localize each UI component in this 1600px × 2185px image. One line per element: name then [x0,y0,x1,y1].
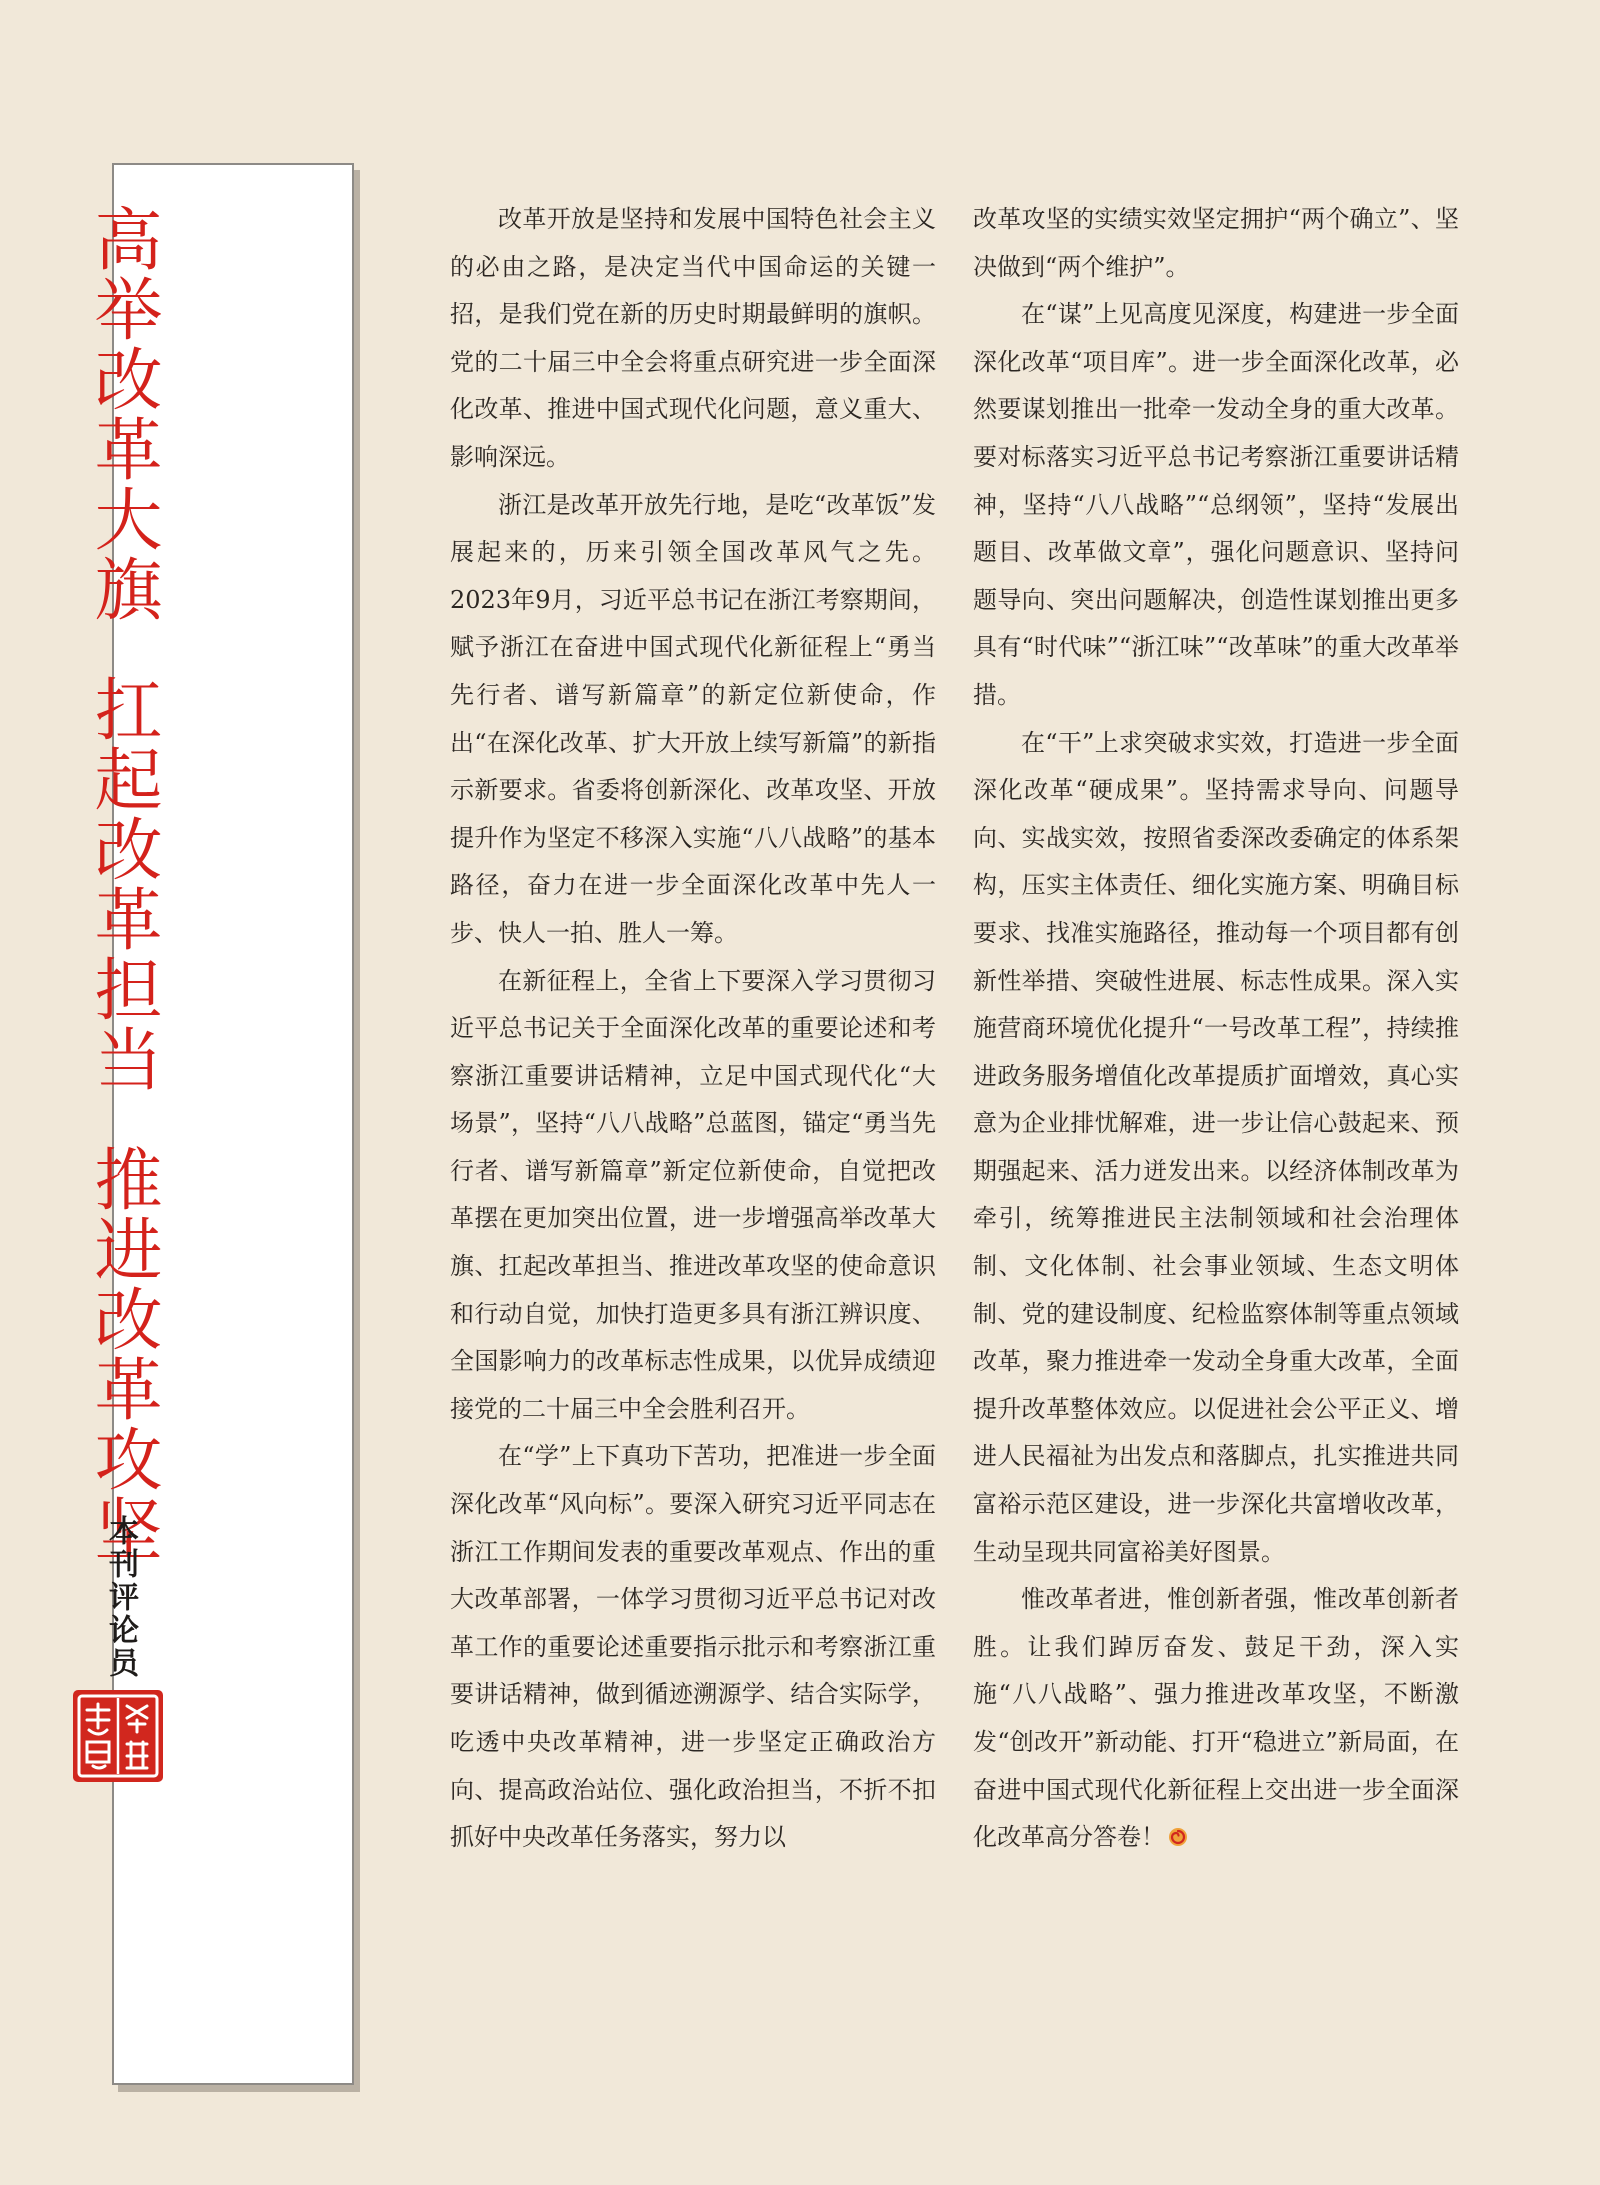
article-title [82,204,162,1614]
author-byline: 本刊评论员 [103,1515,138,1680]
paragraph: 改革开放是坚持和发展中国特色社会主义的必由之路，是决定当代中国命运的关键一招，是我们党在新的历史时期最鲜明的旗帜。党的二十届三中全会将重点研究进一步全面深化改革、推进中国式现代化问题，意义重大、影响深远。 [450,205,936,471]
swirl-end-icon [1168,1827,1188,1847]
final-paragraph-text: 惟改革者进，惟创新者强，惟改革创新者胜。让我们踔厉奋发、鼓足干劲，深入实施“八八战略”、强力推进改革攻坚，不断激发“创改开”新动能、打开“稳进立”新局面，在奋进中国式现代化新征程上交出进一步全面深化改革高分答卷！ [973,1585,1459,1852]
paragraph: 浙江是改革开放先行地，是吃“改革饭”发展起来的，历来引领全国改革风气之先。2023年9月，习近平总书记在浙江考察期间，赋予浙江在奋进中国式现代化新征程上“勇当先行者、谱写新篇章”的新定位新使命，作出“在深化改革、扩大开放上续写新篇”的新指示新要求。省委将创新深化、改革攻坚、开放提升作为坚定不移深入实施“八八战略”的基本路径，奋力在进一步全面深化改革中先人一步、快人一拍、胜人一筹。 [450,490,936,947]
title-line-3: 推进改革攻坚 [83,1144,162,1564]
title-line-2: 扛起改革担当 [83,674,162,1094]
paragraph: 在“学”上下真功下苦功，把准进一步全面深化改革“风向标”。要深入研究习近平同志在浙江工作期间发表的重要改革观点、作出的重大改革部署，一体学习贯彻习近平总书记对改革工作的重要论述重要指示批示和考察浙江重要讲话精神，做到循迹溯源学、结合实际学，吃透中央改革精神，进一步坚定正确政治方向、提高政治站位、强化政治担当，不折不扣抓好中央改革任务落实，努力以 [450,1442,936,1852]
seal-stamp-icon [73,1690,163,1782]
paragraph: 在“谋”上见高度见深度，构建进一步全面深化改革“项目库”。进一步全面深化改革，必然要谋划推出一批牵一发动全身的重大改革。要对标落实习近平总书记考察浙江重要讲话精神，坚持“八八战略”“总纲领”，坚持“发展出题目、改革做文章”，强化问题意识、坚持问题导向、突出问题解决，创造性谋划推出更多具有“时代味”“浙江味”“改革味”的重大改革举措。 [973,300,1459,709]
article-column-left [450,196,936,2036]
article-column-right [973,196,1459,2036]
paragraph: 在新征程上，全省上下要深入学习贯彻习近平总书记关于全面深化改革的重要论述和考察浙江重要讲话精神，立足中国式现代化“大场景”，坚持“八八战略”总蓝图，锚定“勇当先行者、谱写新篇章”新定位新使命，自觉把改革摆在更加突出位置，进一步增强高举改革大旗、扛起改革担当、推进改革攻坚的使命意识和行动自觉，加快打造更多具有浙江辨识度、全国影响力的改革标志性成果，以优异成绩迎接党的二十届三中全会胜利召开。 [450,966,936,1423]
title-line-1: 高举改革大旗 [83,204,162,624]
paragraph-final [973,1576,1459,1862]
paragraph-continuation: 改革攻坚的实绩实效坚定拥护“两个确立”、坚决做到“两个维护”。 [973,205,1459,281]
paragraph: 在“干”上求突破求实效，打造进一步全面深化改革“硬成果”。坚持需求导向、问题导向、实战实效，按照省委深改委确定的体系架构，压实主体责任、细化实施方案、明确目标要求、找准实施路径，推动每一个项目都有创新性举措、突破性进展、标志性成果。深入实施营商环境优化提升“一号改革工程”，持续推进政务服务增值化改革提质扩面增效，真心实意为企业排忧解难，进一步让信心鼓起来、预期强起来、活力迸发出来。以经济体制改革为牵引，统筹推进民主法制领域和社会治理体制、文化体制、社会事业领域、生态文明体制、党的建设制度、纪检监察体制等重点领域改革，聚力推进牵一发动全身重大改革，全面提升改革整体效应。以促进社会公平正义、增进人民福祉为出发点和落脚点，扎实推进共同富裕示范区建设，进一步深化共富增收改革，生动呈现共同富裕美好图景。 [973,728,1459,1566]
